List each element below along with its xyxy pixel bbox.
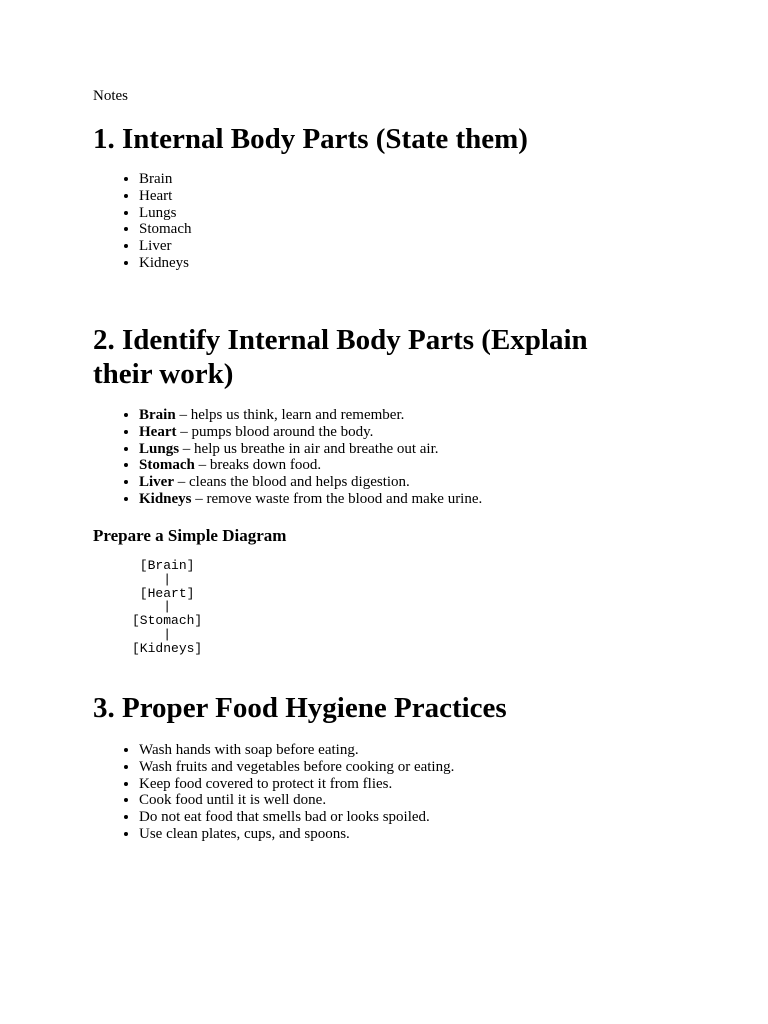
- body-parts-diagram: [Brain] | [Heart] | [Stomach] | [Kidneys]: [132, 558, 203, 656]
- list-item: [139, 441, 482, 458]
- term: Brain: [139, 407, 176, 423]
- term: Kidneys: [139, 490, 192, 507]
- list-item: • Stomach: [139, 221, 192, 238]
- description: – cleans the blood and helps digestion.: [174, 474, 410, 491]
- list-item: [139, 491, 482, 508]
- list-item: • Liver: [139, 238, 192, 255]
- description: – remove waste from the blood and make urine.: [191, 490, 483, 507]
- description: – helps us think, learn and remember.: [175, 407, 405, 423]
- section-3-heading: 3. Proper Food Hygiene Practices: [93, 692, 507, 724]
- section-2-heading: 2. Identify Internal Body Parts (Explain their work): [93, 324, 588, 390]
- description: – help us breathe in air and breathe out air.: [179, 440, 439, 457]
- section-1-list: [93, 171, 192, 272]
- list-item: • Wash hands with soap before eating.: [139, 742, 454, 759]
- list-item: [139, 457, 482, 474]
- list-item: • Do not eat food that smells bad or looks spoiled.: [139, 809, 454, 826]
- notes-label: Notes: [93, 88, 128, 104]
- list-item: • Heart: [139, 188, 192, 205]
- list-item: • Keep food covered to protect it from flies.: [139, 776, 454, 793]
- list-item: • Kidneys: [139, 255, 192, 272]
- list-item: • Lungs: [139, 205, 192, 222]
- section-1-heading: 1. Internal Body Parts (State them): [93, 123, 528, 155]
- list-item: • Use clean plates, cups, and spoons.: [139, 826, 454, 843]
- list-item: • Wash fruits and vegetables before cooking or eating.: [139, 759, 454, 776]
- term: Lungs: [139, 440, 180, 457]
- term: Liver: [139, 474, 174, 491]
- term: Heart: [139, 423, 177, 440]
- list-item: [139, 407, 482, 424]
- description: – breaks down food.: [194, 457, 322, 474]
- list-item: • Cook food until it is well done.: [139, 792, 454, 809]
- list-item: • Brain: [139, 171, 192, 188]
- description: – pumps blood around the body.: [176, 423, 374, 440]
- section-3-list: [93, 742, 454, 843]
- section-2-list: [93, 407, 482, 508]
- list-item: [139, 474, 482, 491]
- term: Stomach: [139, 457, 195, 474]
- diagram-subheading: Prepare a Simple Diagram: [93, 526, 287, 545]
- list-item: [139, 424, 482, 441]
